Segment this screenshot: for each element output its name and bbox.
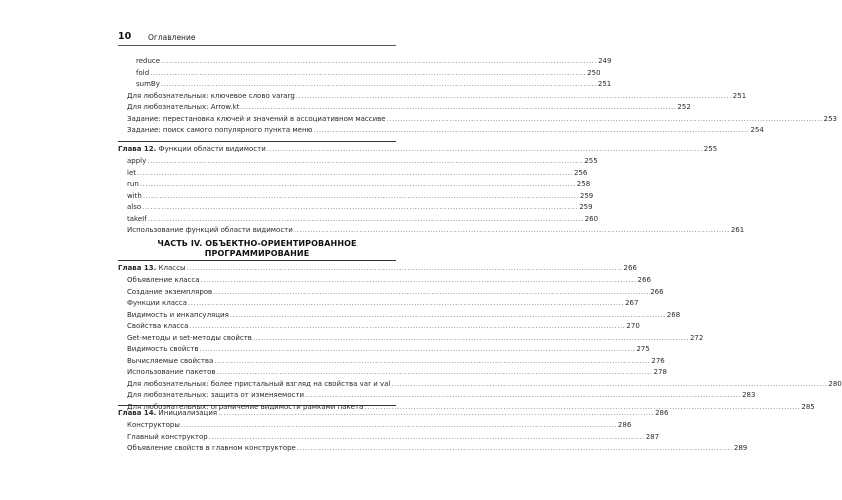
toc-entry-label: Свойства класса: [127, 322, 189, 330]
dot-leader: [213, 287, 649, 299]
toc-entry-page: 289: [733, 444, 748, 452]
toc-entry-label: Функции класса: [127, 299, 188, 307]
dot-leader: [181, 420, 617, 432]
toc-entry-label: reduce: [136, 57, 161, 65]
toc-entry-label: Использование пакетов: [127, 368, 216, 376]
toc-entry[interactable]: [118, 420, 632, 432]
dot-leader: [305, 390, 741, 402]
toc-continuation-block: [118, 56, 837, 137]
toc-entry-label: takeIf: [127, 214, 147, 223]
toc-entry-label: Для любознательных: ключевое слово vararg: [127, 91, 295, 100]
toc-entry[interactable]: [118, 68, 601, 80]
dot-leader: [161, 79, 597, 91]
dot-leader: [297, 443, 733, 455]
dot-leader: [189, 321, 625, 333]
dot-leader: [143, 191, 579, 203]
dot-leader: [296, 91, 732, 103]
toc-entry-page: 266: [637, 276, 651, 284]
toc-entry-label: let: [127, 168, 136, 177]
toc-entry-page: 285: [801, 402, 815, 411]
dot-leader: [253, 333, 689, 345]
toc-entry-page: 249: [598, 57, 612, 65]
toc-entry[interactable]: [118, 367, 667, 379]
dot-leader: [140, 179, 576, 191]
chapter-14-block: [118, 405, 748, 455]
toc-entry[interactable]: [118, 333, 704, 345]
toc-entry-page: 251: [732, 91, 747, 100]
toc-entry-label: Видимость свойств: [127, 345, 199, 353]
toc-entry-label: Конструкторы: [127, 421, 180, 429]
dot-leader: [240, 102, 676, 114]
toc-entry[interactable]: [118, 390, 756, 402]
dot-leader: [147, 156, 583, 168]
toc-entry-page: 261: [730, 226, 745, 234]
dot-leader: [294, 225, 730, 237]
toc-entry-label: Задание: поиск самого популярного пункта меню: [127, 126, 313, 134]
dot-leader: [199, 344, 635, 356]
toc-entry[interactable]: [118, 275, 651, 287]
toc-entry-page: 275: [636, 345, 650, 353]
chapter-title: Инициализация: [158, 409, 218, 417]
dot-leader: [161, 56, 597, 68]
toc-entry-page: 286: [617, 421, 632, 429]
toc-entry-page: 268: [666, 310, 681, 319]
toc-entry[interactable]: [118, 344, 650, 356]
toc-entry[interactable]: [118, 125, 764, 137]
toc-entry-page: 280: [828, 379, 842, 388]
toc-entry[interactable]: [118, 168, 588, 180]
toc-entry-label: Создание экземпляров: [127, 287, 213, 296]
toc-entry-page: 283: [742, 391, 756, 399]
toc-entry[interactable]: [118, 191, 594, 203]
part-title-line-2: ПРОГРАММИРОВАНИЕ: [204, 249, 310, 258]
chapter-heading-13[interactable]: [118, 260, 637, 275]
toc-entry-page: 287: [645, 432, 660, 441]
toc-entry-page: 270: [626, 322, 640, 330]
toc-entry-label: Для любознательных: защита от изменяемости: [127, 391, 305, 399]
toc-entry-label: Вычисляемые свойства: [127, 356, 214, 365]
toc-entry[interactable]: [118, 91, 747, 103]
toc-entry-label: Объявление класса: [127, 276, 200, 284]
toc-entry-label: Использование функций области видимости: [127, 226, 293, 234]
dot-leader: [209, 432, 645, 444]
toc-entry[interactable]: [118, 356, 665, 368]
part-title: [118, 239, 396, 259]
toc-entry-label: fold: [136, 68, 150, 77]
toc-entry-label: also: [127, 203, 142, 211]
toc-entry[interactable]: [118, 310, 681, 322]
toc-entry-page: 272: [689, 333, 704, 342]
toc-entry[interactable]: [118, 102, 691, 114]
chapter-12-block: [118, 141, 745, 237]
chapter-prefix: Глава 14.: [118, 409, 157, 417]
toc-entry[interactable]: [118, 298, 639, 310]
toc-entry[interactable]: [118, 114, 837, 126]
toc-entry-page: 251: [597, 80, 612, 88]
toc-entry-page: 276: [651, 356, 665, 365]
chapter-prefix: Глава 13.: [118, 264, 157, 272]
chapter-title: Функции области видимости: [158, 145, 266, 153]
chapter-heading-14[interactable]: [118, 405, 669, 420]
dot-leader: [217, 367, 653, 379]
dot-leader: [201, 275, 637, 287]
toc-entry-label: sumBy: [136, 80, 160, 88]
toc-entry-page: 250: [587, 68, 601, 77]
toc-entry[interactable]: [118, 379, 842, 391]
toc-entry-page: 260: [584, 214, 599, 223]
chapter-page: 286: [655, 409, 669, 417]
toc-entry[interactable]: [118, 156, 598, 168]
toc-entry-label: Задание: перестановка ключей и значений в ассоциативном массиве: [127, 114, 386, 123]
toc-entry-page: 259: [579, 203, 593, 211]
dot-leader: [391, 379, 827, 391]
toc-entry-label: run: [127, 180, 139, 188]
toc-entry[interactable]: [118, 225, 745, 237]
toc-entry[interactable]: [118, 79, 612, 91]
toc-entry[interactable]: [118, 214, 599, 226]
dot-leader: [218, 408, 654, 420]
toc-entry[interactable]: [118, 443, 748, 455]
toc-entry-page: 259: [579, 191, 594, 200]
toc-entry-page: 256: [574, 168, 588, 177]
dot-leader: [137, 168, 573, 180]
running-title: Оглавление: [148, 33, 196, 42]
toc-entry-page: 267: [625, 299, 639, 307]
chapter-prefix: Глава 12.: [118, 145, 157, 153]
dot-leader: [187, 263, 623, 275]
page-number: 10: [118, 31, 132, 42]
dot-leader: [150, 68, 586, 80]
toc-entry-label: Для любознательных: более пристальный взгляд на свойства var и val: [127, 379, 391, 388]
toc-entry-page: 255: [584, 157, 598, 165]
toc-entry-label: Главный конструктор: [127, 432, 208, 441]
page-header: [118, 31, 396, 46]
chapter-title: Классы: [158, 264, 186, 272]
toc-entry-label: with: [127, 191, 142, 200]
part-title-line-1: ЧАСТЬ IV. ОБЪЕКТНО-ОРИЕНТИРОВАННОЕ: [157, 239, 357, 248]
toc-entry-label: Для любознательных: ограничение видимости рамками пакета: [127, 402, 364, 411]
toc-entry[interactable]: [118, 287, 664, 299]
toc-entry-label: Объявление свойств в главном конструкторе: [127, 444, 296, 452]
toc-entry-label: Для любознательных: Arrow.kt: [127, 103, 240, 111]
toc-entry-page: 258: [576, 180, 591, 188]
dot-leader: [230, 310, 666, 322]
dot-leader: [148, 214, 584, 226]
toc-entry-page: 252: [677, 103, 691, 111]
toc-entry-page: 266: [650, 287, 664, 296]
dot-leader: [267, 144, 703, 156]
toc-entry[interactable]: [118, 179, 591, 191]
toc-entry[interactable]: [118, 56, 612, 68]
dot-leader: [387, 114, 823, 126]
dot-leader: [214, 356, 650, 368]
toc-entry-page: 253: [823, 114, 837, 123]
chapter-heading-12[interactable]: [118, 141, 718, 156]
toc-entry-page: 278: [653, 368, 667, 376]
toc-entry[interactable]: [118, 321, 640, 333]
dot-leader: [313, 125, 749, 137]
toc-entry[interactable]: [118, 432, 660, 444]
toc-entry-label: Видимость и инкапсуляция: [127, 310, 229, 319]
chapter-page: 266: [623, 264, 637, 272]
dot-leader: [188, 298, 624, 310]
toc-entry[interactable]: [118, 202, 593, 214]
toc-entry-label: Get-методы и set-методы свойств: [127, 333, 252, 342]
toc-entry-label: apply: [127, 157, 147, 165]
toc-entry-page: 254: [750, 126, 764, 134]
chapter-page: 255: [703, 145, 718, 153]
dot-leader: [142, 202, 578, 214]
